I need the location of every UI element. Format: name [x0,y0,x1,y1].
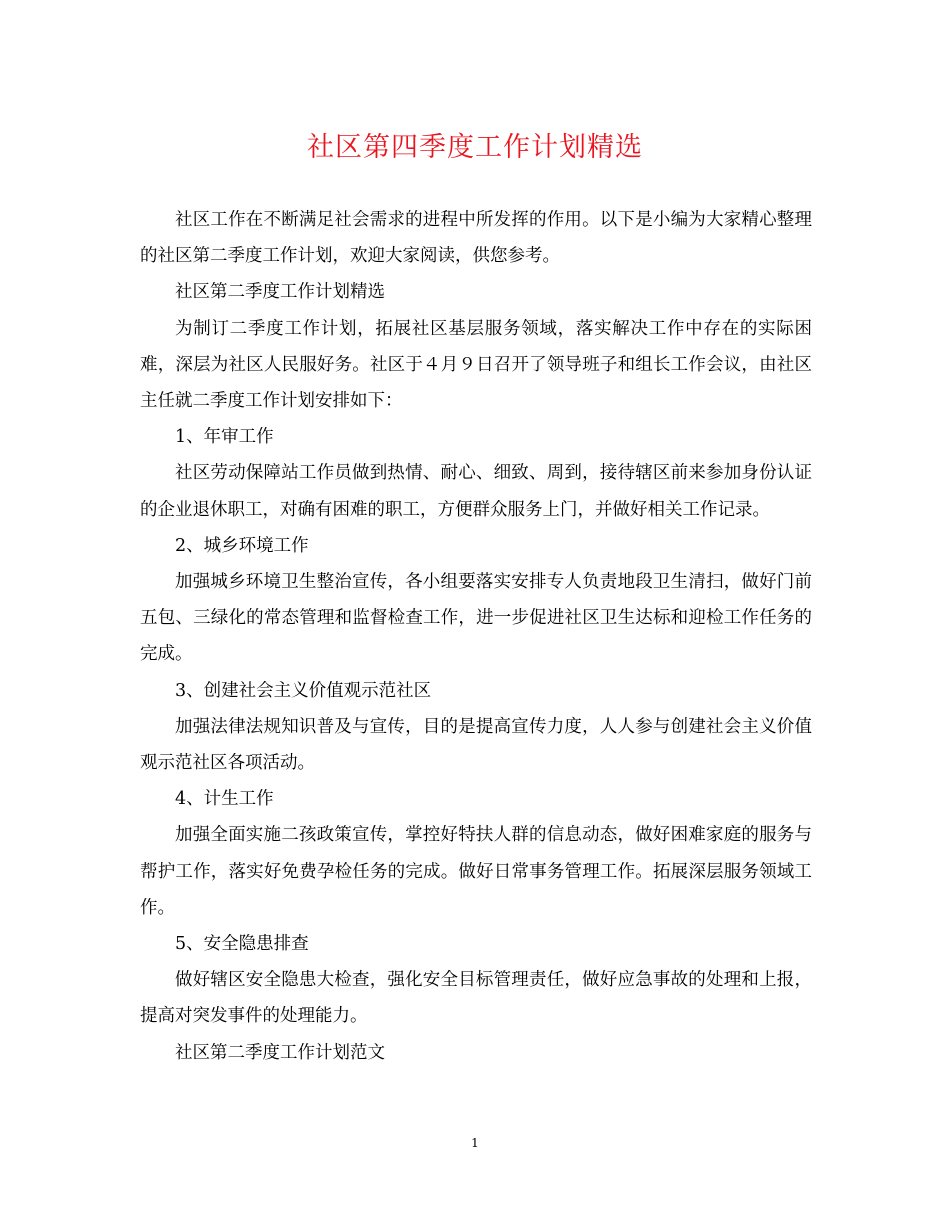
intro-paragraph: 社区工作在不断满足社会需求的进程中所发挥的作用。以下是小编为大家精心整理的社区第二季度工作计划，欢迎大家阅读，供您参考。 [140,210,812,267]
document-title: 社区第四季度工作计划精选 [307,132,643,163]
body-paragraph: 加强城乡环境卫生整治宣传，各小组要落实安排专人负责地段卫生清扫，做好门前五包、三绿化的常态管理和监督检查工作，进一步促进社区卫生达标和迎检工作任务的完成。 [140,572,812,665]
section-heading: 社区第二季度工作计划精选 [175,282,385,303]
item-heading-2: 2、城乡环境工作 [175,535,309,556]
body-paragraph: 社区劳动保障站工作员做到热情、耐心、细致、周到，接待辖区前来参加身份认证的企业退休职工，对确有困难的职工，方便群众服务上门，并做好相关工作记录。 [140,463,812,520]
page-number: 1 [471,1136,479,1150]
body-paragraph: 加强法律法规知识普及与宣传，目的是提高宣传力度，人人参与创建社会主义价值观示范社区各项活动。 [140,716,812,774]
item-heading-4: 4、计生工作 [175,789,274,810]
section-heading: 社区第二季度工作计划范文 [175,1042,385,1063]
item-heading-5: 5、安全隐患排查 [175,934,309,955]
body-paragraph: 加强全面实施二孩政策宣传，掌控好特扶人群的信息动态，做好困难家庭的服务与帮护工作，落实好免费孕检任务的完成。做好日常事务管理工作。拓展深层服务领域工作。 [140,825,812,918]
document-body [140,202,812,1071]
body-paragraph: 做好辖区安全隐患大检查，强化安全目标管理责任，做好应急事故的处理和上报，提高对突发事件的处理能力。 [140,970,812,1027]
body-paragraph: 为制订二季度工作计划，拓展社区基层服务领域，落实解决工作中存在的实际困难，深层为社区人民服好务。社区于４月９日召开了领导班子和组长工作会议，由社区主任就二季度工作计划安排如下： [140,318,812,412]
item-heading-1: 1、年审工作 [175,427,274,448]
item-heading-3: 3、创建社会主义价值观示范社区 [175,680,432,701]
